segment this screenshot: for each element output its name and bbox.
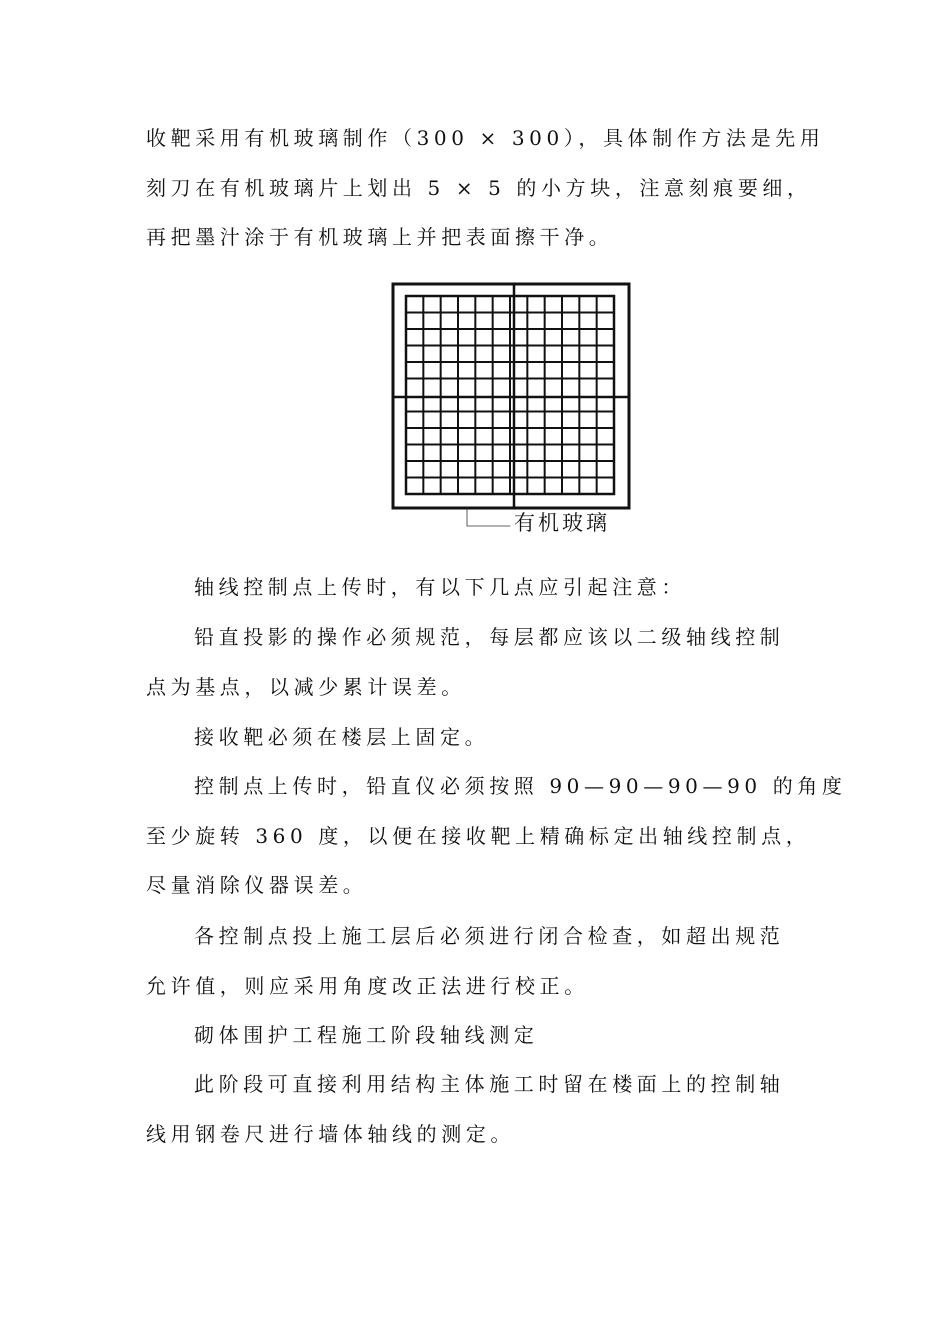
paragraph-3 — [146, 713, 806, 763]
paragraph-6-line-1: 砌体围护工程施工阶段轴线测定 — [194, 1023, 539, 1047]
paragraph-2 — [146, 613, 806, 712]
intro-line-2: 刻刀在有机玻璃片上划出 5 × 5 的小方块，注意刻痕要细， — [146, 175, 812, 200]
intro-paragraph — [146, 114, 825, 263]
intro-line-1: 收靶采用有机玻璃制作（300 × 300），具体制作方法是先用 — [146, 126, 825, 150]
grid-lines — [406, 296, 614, 494]
paragraph-4-line-2: 至少旋转 360 度，以便在接收靶上精确标定出轴线控制点， — [146, 823, 811, 848]
paragraph-4-line-3: 尽量消除仪器误差。 — [146, 873, 368, 897]
paragraph-5 — [146, 912, 806, 1011]
paragraph-7-line-2: 线用钢卷尺进行墙体轴线的测定。 — [146, 1121, 515, 1146]
paragraph-4-line-1: 控制点上传时，铅直仪必须按照 90—90—90—90 的角度 — [194, 774, 847, 798]
paragraph-2-line-1: 铅直投影的操作必须规范，每层都应该以二级轴线控制 — [194, 625, 785, 649]
paragraph-5-line-2: 允许值，则应采用角度改正法进行校正。 — [146, 973, 589, 998]
paragraph-4 — [146, 762, 847, 911]
paragraph-1-line-1: 轴线控制点上传时，有以下几点应引起注意： — [194, 575, 686, 599]
paragraph-7-line-1: 此阶段可直接利用结构主体施工时留在楼面上的控制轴 — [194, 1072, 785, 1096]
paragraph-6 — [146, 1011, 806, 1061]
paragraph-1 — [146, 563, 806, 613]
paragraph-7 — [146, 1060, 806, 1159]
intro-line-3: 再把墨汁涂于有机玻璃上并把表面擦干净。 — [146, 225, 614, 249]
paragraph-5-line-1: 各控制点投上施工层后必须进行闭合检查，如超出规范 — [194, 924, 785, 948]
target-grid-figure — [390, 282, 632, 542]
paragraph-3-line-1: 接收靶必须在楼层上固定。 — [194, 725, 490, 749]
paragraph-2-line-2: 点为基点，以减少累计误差。 — [146, 674, 466, 699]
label-leader-line — [467, 508, 510, 526]
figure-label: 有机玻璃 — [514, 511, 610, 535]
